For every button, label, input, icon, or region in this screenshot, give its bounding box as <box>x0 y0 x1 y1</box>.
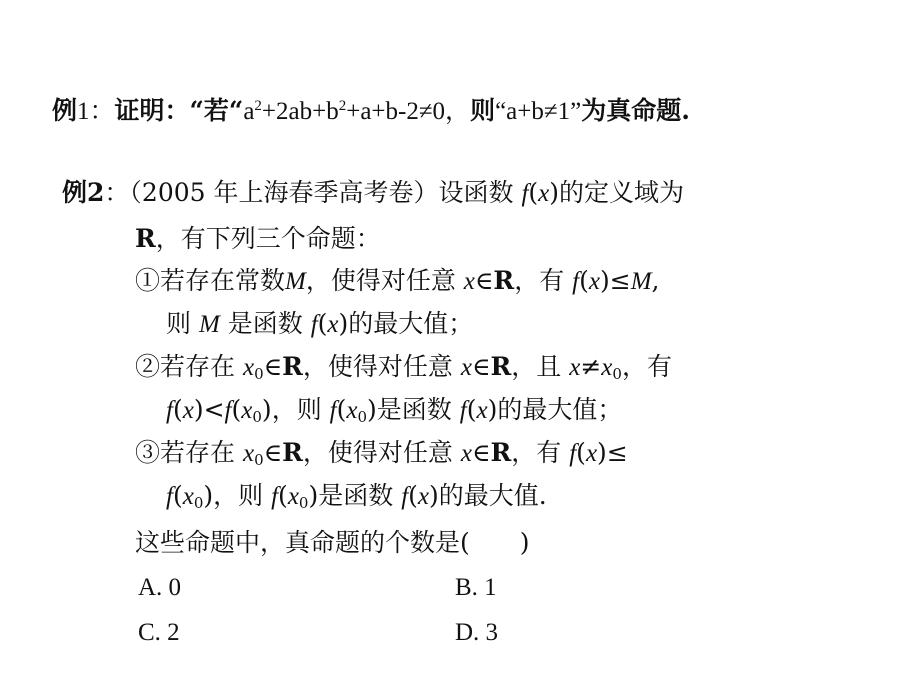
statement3-marker: ③若存在 <box>135 438 243 467</box>
var-x: x <box>417 483 430 510</box>
example2-line2 <box>135 222 381 256</box>
set-R: R <box>490 352 512 381</box>
text: 是函数 <box>219 309 311 338</box>
var-x: x <box>327 311 339 338</box>
var-x: x <box>601 354 613 381</box>
text: ，则 <box>213 481 272 510</box>
in-symbol: ∈ <box>474 266 494 295</box>
var-M: M <box>630 268 652 295</box>
func-f: f <box>166 397 173 424</box>
statement1-line2: 则 M 是函数 f(x)的最大值； <box>166 309 474 338</box>
expr-a: a <box>243 98 255 125</box>
func-f: f <box>310 311 318 338</box>
in-symbol: ∈ <box>263 438 283 467</box>
example1-label: 例 <box>52 96 78 125</box>
subscript: 0 <box>612 365 622 383</box>
var-x: x <box>460 354 472 381</box>
text: 的最大值； <box>497 395 623 424</box>
text: ，则 <box>271 395 330 424</box>
domain-text: 的定义域为 <box>559 178 685 207</box>
var-x: x <box>585 440 598 467</box>
var-x: x <box>588 268 600 295</box>
option-b: B. 1 <box>455 574 497 601</box>
text: ，有 <box>511 438 570 467</box>
set-R: R <box>135 224 156 253</box>
func-f: f <box>572 268 580 295</box>
var-M: M <box>285 268 306 295</box>
var-x: x <box>287 483 299 510</box>
then-word: 则 <box>470 96 496 125</box>
text: ，有 <box>514 266 573 295</box>
example2-header: 例2：（2005 年上海春季高考卷）设函数 f(x)的定义域为 <box>62 178 685 207</box>
in-symbol: ∈ <box>471 438 491 467</box>
var-x: x <box>460 440 472 467</box>
func-f: f <box>459 397 467 424</box>
example1-quote-open: “若“ <box>189 96 244 125</box>
statement3-line1: ③若存在 $x_0\in R$，使得对任意 x∈R，有 f(x)≤ <box>135 438 628 469</box>
var-x: x <box>476 397 488 424</box>
text: ，使得对任意 <box>302 352 461 381</box>
question-text: 这些命题中，真命题的个数是( ) <box>135 528 530 557</box>
var-x: x <box>538 180 550 207</box>
func-f: f <box>166 483 173 510</box>
colon: ： <box>104 178 130 207</box>
text: ，使得对任意 <box>305 266 464 295</box>
exponent: 2 <box>338 98 347 114</box>
statement2-line1 <box>135 350 672 385</box>
func-f: f <box>224 397 232 424</box>
example1-statement <box>52 94 690 129</box>
text: ，使得对任意 <box>302 438 461 467</box>
text: ，且 <box>511 352 570 381</box>
var-x: x <box>463 268 475 295</box>
text: 的最大值. <box>438 481 547 510</box>
func-f: f <box>401 483 409 510</box>
conclusion: “a+b≠1” <box>495 98 582 125</box>
expr-mid: +2ab+b <box>261 98 339 125</box>
subscript: 0 <box>357 408 368 426</box>
subscript: 0 <box>298 494 309 512</box>
func-f: f <box>569 440 577 467</box>
set-R: R <box>282 352 303 381</box>
var-x: x <box>182 397 194 424</box>
subscript: 0 <box>254 365 264 383</box>
text: 是函数 <box>318 481 402 510</box>
func-f: f <box>329 397 337 424</box>
var-x: x <box>346 397 358 424</box>
var-M: M <box>198 311 220 338</box>
subscript: 0 <box>193 494 204 512</box>
option-a: A. 0 <box>138 574 182 601</box>
statement2-line2: $f(x)<f(x_0)$，则 $f(x_0)$是函数 f(x)的最大值； <box>166 395 623 426</box>
text: 则 <box>166 309 199 338</box>
expr-tail: +a+b-2≠0， <box>346 98 471 125</box>
statement1-line1: ①若存在常数M，使得对任意 x∈R，有 f(x)≤M, <box>135 266 660 295</box>
true-proposition-text: 为真命题. <box>581 96 690 125</box>
example1-prove: 证明： <box>114 96 190 125</box>
text: ，有 <box>621 352 672 381</box>
lt-symbol: < <box>203 395 225 424</box>
in-symbol: ∈ <box>263 352 283 381</box>
example1-number: 1： <box>77 98 115 125</box>
statement3-line2: $f(x_0)$，则 $f(x_0)$是函数 f(x)的最大值. <box>166 481 547 512</box>
in-symbol: ∈ <box>471 352 491 381</box>
set-R: R <box>282 438 303 467</box>
source-text: （2005 年上海春季高考卷）设函数 <box>129 178 522 207</box>
le-symbol: ≤ <box>606 438 628 467</box>
func-f: f <box>521 180 529 207</box>
var-x: x <box>242 354 255 381</box>
set-R: R <box>493 266 515 295</box>
var-x: x <box>569 354 581 381</box>
statement2-marker: ②若存在 <box>135 352 243 381</box>
var-x: x <box>241 397 253 424</box>
var-x: x <box>242 440 255 467</box>
le-symbol: ≤ <box>609 266 631 295</box>
text: 是函数 <box>376 395 460 424</box>
example2-label: 例2 <box>62 178 105 207</box>
statement1-marker: ①若存在常数 <box>135 266 286 295</box>
set-R: R <box>490 438 512 467</box>
option-c: C. 2 <box>138 619 180 646</box>
func-f: f <box>271 483 279 510</box>
three-propositions-text: ，有下列三个命题： <box>155 224 381 253</box>
var-x: x <box>182 483 194 510</box>
subscript: 0 <box>254 451 264 469</box>
exponent: 2 <box>254 98 262 114</box>
text: 的最大值； <box>348 309 474 338</box>
neq-symbol: ≠ <box>580 352 602 381</box>
subscript: 0 <box>252 408 262 426</box>
option-d: D. 3 <box>455 619 499 646</box>
